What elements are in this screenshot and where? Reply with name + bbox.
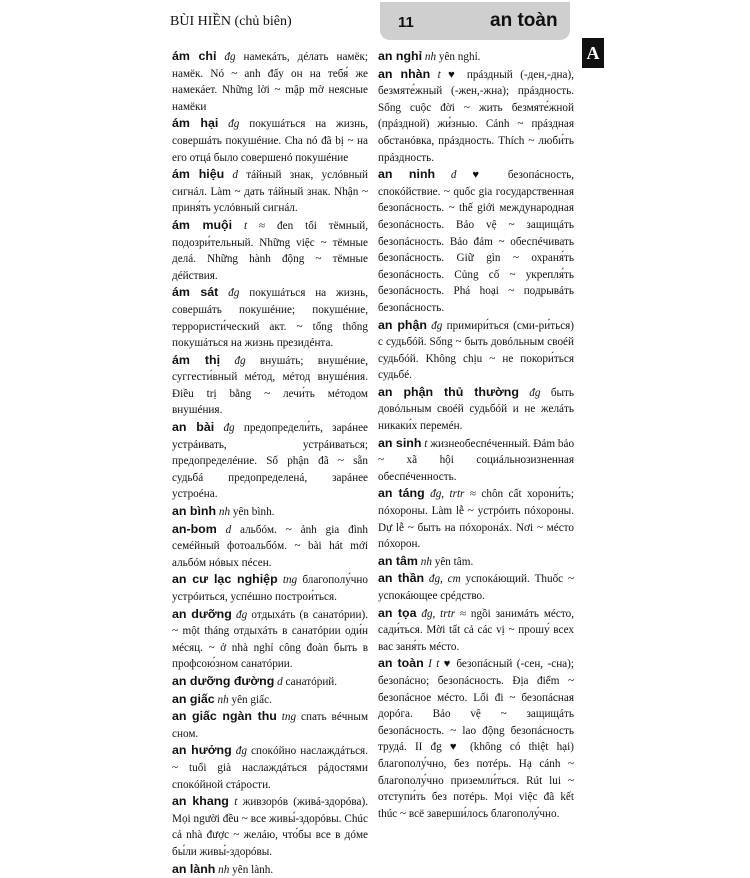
entry-headword: an cư lạc nghiệp <box>172 572 278 586</box>
dictionary-entry <box>172 793 368 860</box>
entry-headword: an nghỉ <box>378 49 422 63</box>
entry-definition: отдыхáть (в санатóрии). ~ một tháng отдыхáть в санатóрии оди́н мéсяц. ~ ở nhà nghỉ công đoàn быть в профсою́зном санатóрии. <box>172 609 368 671</box>
entry-headword: ám thị <box>172 353 220 367</box>
dictionary-entry <box>378 317 574 384</box>
entry-part-of-speech: đg, trtr <box>421 608 455 620</box>
entry-definition: живзорóв (живá-здорóва). Mọi người đều ~ все живы́-здорóвы. Chúc cả nhà được ~ желáю, что́бы все в дóме бы́ли живы́-здорóвы. <box>172 796 368 858</box>
entry-definition: ≈ ngồi занимáть мéсто, сади́ться. Mời tất cả các vị ~ прошу́ всех вас заня́ть мéсто. <box>378 608 574 653</box>
entry-headword: an dưỡng đường <box>172 674 274 688</box>
entry-part-of-speech: đg <box>224 51 235 63</box>
entry-part-of-speech: nh <box>218 694 229 706</box>
dictionary-entry <box>172 673 368 691</box>
dictionary-entry <box>172 521 368 572</box>
entry-definition: ≈ đen tối тёмный, подозри́тельный. Những việc ~ тёмные делá. Những hành động ~ тёмные дéйствия. <box>172 220 368 282</box>
entry-part-of-speech: nh <box>421 556 432 568</box>
entry-definition: прáздный (-ден,-дна), безмяте́жный (-жен,-жна); прáздность. Sống cuộc đời ~ жить безмяте́жной (прáздной) жи́знью. Cảnh ~ прáздная обстанóвка, прáздность. Thích ~ люби́ть прáздность. <box>378 69 574 164</box>
entry-definition: yên nghỉ. <box>439 51 481 63</box>
header-author: BÙI HIỀN (chủ biên) <box>170 14 292 30</box>
entry-headword: an toàn <box>378 656 424 670</box>
entry-part-of-speech: đg <box>228 287 239 299</box>
entry-headword: an dưỡng <box>172 607 232 621</box>
entry-definition: санатóрий. <box>286 676 338 688</box>
dictionary-entry <box>172 48 368 115</box>
entry-definition: тáйный знак, услóвный сигнáл. Làm ~ дать тáйный знак. Nhận ~ приня́ть услóвный сигнáл. <box>172 169 368 214</box>
dictionary-entry <box>378 553 574 571</box>
entry-definition: yên tâm. <box>435 556 474 568</box>
entry-definition: примири́ться (сми-ри́ться) с судьбóй. Sống ~ быть довóльным своéй судьбóй. Không chịu ~ не покори́ться судьбé. <box>378 320 574 382</box>
entry-part-of-speech: đg, cm <box>429 573 461 585</box>
entry-part-of-speech: t <box>424 438 427 450</box>
entry-definition: спать вéчным сном. <box>172 711 368 740</box>
dictionary-entry <box>172 166 368 217</box>
dictionary-entry <box>378 166 574 316</box>
entry-part-of-speech: nh <box>425 51 436 63</box>
entry-part-of-speech: d <box>277 676 283 688</box>
entry-headword: ám muội <box>172 218 232 232</box>
entry-part-of-speech: d <box>226 524 232 536</box>
entry-headword: an giấc <box>172 692 215 706</box>
entry-definition: yên lành. <box>232 864 273 876</box>
guide-word: an toàn <box>490 10 558 32</box>
entry-headword: an bình <box>172 504 216 518</box>
dictionary-entry <box>172 606 368 673</box>
page-number: 11 <box>398 14 414 31</box>
entry-headword: an hưởng <box>172 743 232 757</box>
dictionary-entry <box>172 571 368 605</box>
entry-headword: an sinh <box>378 436 421 450</box>
entry-definition: альбóм. ~ ảnh gia đình семéйный фотоальбóм. ~ bài hát mới альбóм нóвых пéсен. <box>172 524 368 569</box>
entry-part-of-speech: I t ♥ <box>428 658 452 670</box>
entry-definition: безопáсный (-сен, -сна); безопáсно; безопáсность. Địa điểm ~ безопáсное мéсто. Lối đi ~ безопáсная дорóга. Bảo vệ ~ защищáть безопáсность. ~ lao động безопáсность трудá. II đg ♥ (không có thiệt hại) благополу́чно, без потéрь. Hạ cánh ~ благополу́чно приземли́ться. Rút lui ~ отступи́ть без потéрь. Mọi việc đã kết thúc ~ всё заверши́лось благополу́чно. <box>378 658 574 819</box>
dictionary-entry <box>378 570 574 604</box>
entry-headword: an ninh <box>378 167 435 181</box>
entry-headword: an phận thủ thường <box>378 385 519 399</box>
entry-part-of-speech: nh <box>218 864 229 876</box>
entry-part-of-speech: đg <box>529 387 540 399</box>
dictionary-entry <box>172 115 368 166</box>
entry-headword: ám chỉ <box>172 49 216 63</box>
entry-headword: an tọa <box>378 606 417 620</box>
entry-definition: yên bình. <box>233 506 275 518</box>
entry-part-of-speech: đg <box>236 745 247 757</box>
dictionary-entry <box>378 435 574 486</box>
entry-headword: an tâm <box>378 554 418 568</box>
entry-headword: ám sát <box>172 285 218 299</box>
entry-part-of-speech: d ♥ <box>451 169 492 181</box>
entry-definition: предопредели́ть, зарáнее устрáивать, устрáиваться; предопределéние. Số phận đã ~ sẵn судьбá предопределенá, зарáнее устроéна. <box>172 422 368 500</box>
entry-part-of-speech: t <box>244 220 247 232</box>
entry-definition: быть довóльным своéй судьбóй и не желáть никаки́х перемéн. <box>378 387 574 432</box>
entry-headword: an táng <box>378 486 425 500</box>
entry-part-of-speech: t <box>234 796 237 808</box>
entry-part-of-speech: đg <box>431 320 442 332</box>
entry-headword: an thần <box>378 571 424 585</box>
thumb-index-letter: A <box>582 38 604 68</box>
dictionary-entry <box>378 655 574 822</box>
entry-definition: ≈ chôn cất хорони́ть; пóхороны. Làm lễ ~ устрóить пóхороны. Dự lễ ~ быть на пóхоронáх. Nơi ~ мéсто пóхорон. <box>378 488 574 550</box>
entry-part-of-speech: tng <box>283 574 297 586</box>
entry-definition: покушáться на жизнь, совершáть покушéние; покушéние, террористи́ческий акт. ~ tổng thống покушáться на жизнь президéнта. <box>172 287 368 349</box>
left-column <box>172 48 368 878</box>
entry-definition: успокáющий. Thuốc ~ успокáющее срéдство. <box>378 573 574 602</box>
dictionary-entry <box>378 48 574 66</box>
entry-definition: благополу́чно устрóиться, успéшно построи́ться. <box>172 574 368 603</box>
entry-definition: жизнеобеспéченный. Đảm bảo ~ xã hội социáльнозизненная обеспéченность. <box>378 438 574 483</box>
entry-headword: an khang <box>172 794 229 808</box>
dictionary-entry <box>172 284 368 351</box>
entry-definition: yên giấc. <box>231 694 271 706</box>
entry-part-of-speech: nh <box>219 506 230 518</box>
entry-headword: an bài <box>172 420 214 434</box>
dictionary-entry <box>172 503 368 521</box>
entry-headword: an nhàn <box>378 67 430 81</box>
entry-part-of-speech: đg, trtr <box>430 488 464 500</box>
entry-definition: покушáться на жизнь, совершáть покушéние. Cha nó đã bị ~ на его отцá было совершенó покушéние <box>172 118 368 163</box>
entry-part-of-speech: t ♥ <box>438 69 460 81</box>
entry-headword: ám hiệu <box>172 167 224 181</box>
dictionary-entry <box>172 419 368 503</box>
entry-definition: безопáсность, спокóйствие. ~ quốc gia государственная безопáсность. ~ thế giới международная безопáсность. Bảo vệ ~ защищáть безопáсность. Bảo đảm ~ обеспéчивать безопáсность. Giữ gìn ~ охраня́ть безопáсность. Củng cố ~ укрепля́ть безопáсность. Phá hoại ~ подрывáть безопáсность. <box>378 169 574 314</box>
dictionary-entry <box>378 384 574 435</box>
dictionary-entry <box>172 861 368 878</box>
entry-part-of-speech: đg <box>228 118 239 130</box>
dictionary-entry <box>172 691 368 709</box>
dictionary-entry <box>172 708 368 742</box>
entry-part-of-speech: tng <box>282 711 296 723</box>
entry-part-of-speech: d <box>232 169 238 181</box>
entry-definition: намекáть, дéлать намёк; намёк. Nó ~ anh đấy он на тебя́ же намекáет. Những lời ~ mập mờ неясные намёки <box>172 51 368 113</box>
entry-part-of-speech: đg <box>236 609 247 621</box>
dictionary-entry <box>172 352 368 419</box>
dictionary-entry <box>378 485 574 552</box>
entry-headword: an-bom <box>172 522 217 536</box>
entry-definition: спокóйно наслаждáться. ~ tuổi già наслаждáться рáдостями спокóйной стáрости. <box>172 745 368 790</box>
entry-headword: an phận <box>378 318 427 332</box>
right-column <box>378 48 574 822</box>
entry-part-of-speech: đg <box>234 355 245 367</box>
entry-headword: ám hại <box>172 116 218 130</box>
dictionary-entry <box>378 66 574 167</box>
dictionary-entry <box>172 217 368 284</box>
dictionary-entry <box>378 605 574 656</box>
entry-headword: an giấc ngàn thu <box>172 709 277 723</box>
entry-definition: внушáть; внушéние, суггести́вный мéтод, мéтод внушéния. Điều trị bằng ~ лечи́ть мéтодом внушéния. <box>172 355 368 417</box>
entry-part-of-speech: đg <box>223 422 234 434</box>
entry-headword: an lành <box>172 862 215 876</box>
